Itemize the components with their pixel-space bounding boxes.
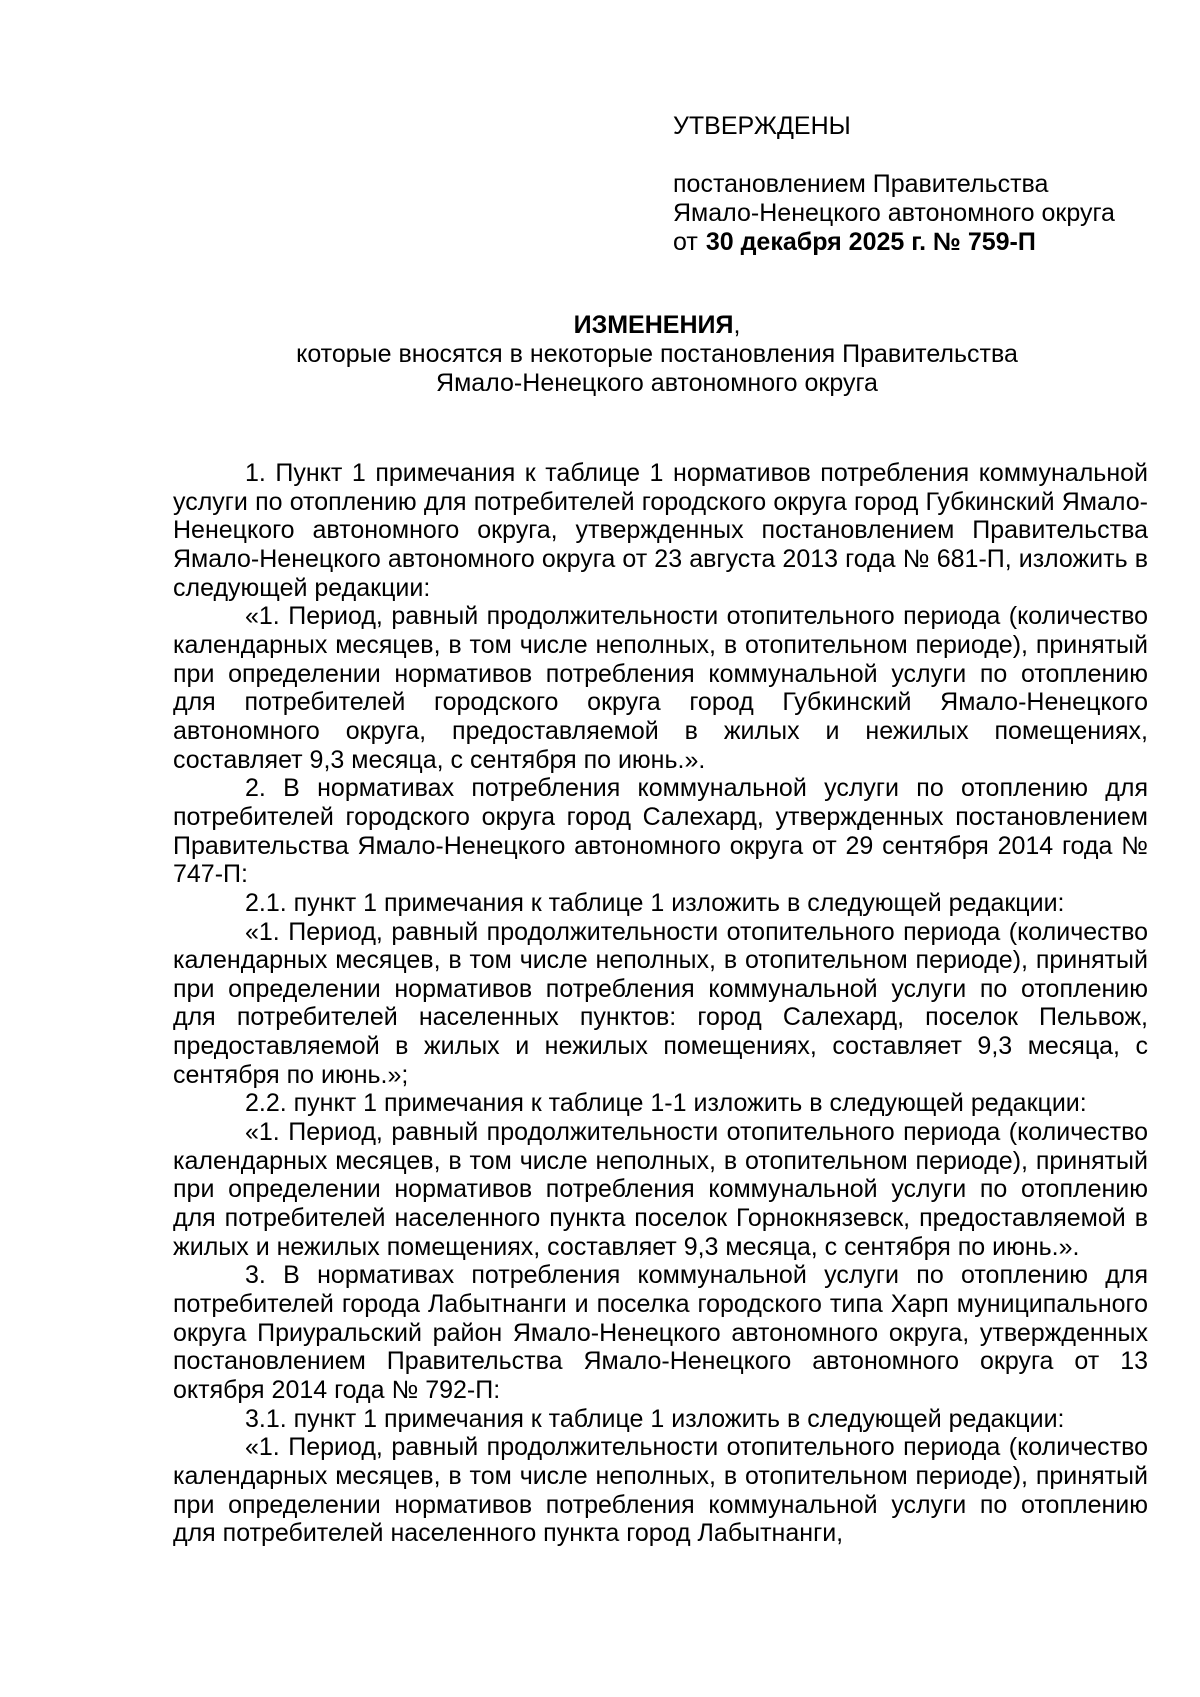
paragraph-2-2-quote: «1. Период, равный продолжительности отопительного периода (количество календарных месяцев, в том числе неполных, в отопительном периоде), принятый при определении нормативов потребления коммунальной услуги по отоплению для потребителей населенного пункта поселок Горнокнязевск, предоставляемой в жилых и нежилых помещениях, составляет 9,3 месяца, с сентября по июнь.».: [173, 1118, 1148, 1261]
document-title: ИЗМЕНЕНИЯ: [573, 311, 734, 339]
paragraph-2-1: 2.1. пункт 1 примечания к таблице 1 изложить в следующей редакции:: [245, 888, 1065, 917]
approval-line-2: Ямало-Ненецкого автономного округа: [673, 199, 1115, 227]
paragraph-3-1: 3.1. пункт 1 примечания к таблице 1 изложить в следующей редакции:: [245, 1404, 1065, 1433]
approval-date-prefix: от: [673, 228, 698, 256]
document-subtitle-line-1: которые вносятся в некоторые постановления Правительства: [296, 340, 1018, 368]
paragraph-1-quote: «1. Период, равный продолжительности отопительного периода (количество календарных месяцев, в том числе неполных, в отопительном периоде), принятый при определении нормативов потребления коммунальной услуги по отоплению для потребителей городского округа город Губкинский Ямало-Ненецкого автономного округа, предоставляемой в жилых и нежилых помещениях, составляет 9,3 месяца, с сентября по июнь.».: [173, 602, 1148, 774]
approval-line-1: постановлением Правительства: [673, 170, 1049, 198]
document-header: [0, 311, 1200, 398]
paragraph-2: 2. В нормативах потребления коммунальной услуги по отоплению для потребителей городского округа город Салехард, утвержденных постановлением Правительства Ямало-Ненецкого автономного округа от 29 сентября 2014 года № 747-П:: [173, 774, 1148, 889]
paragraph-1: 1. Пункт 1 примечания к таблице 1 нормативов потребления коммунальной услуги по отоплению для потребителей городского округа город Губкинский Ямало-Ненецкого автономного округа, утвержденных постановлением Правительства Ямало-Ненецкого автономного округа от 23 августа 2013 года № 681-П, изложить в следующей редакции:: [173, 459, 1148, 602]
paragraph-2-1-quote: «1. Период, равный продолжительности отопительного периода (количество календарных месяцев, в том числе неполных, в отопительном периоде), принятый при определении нормативов потребления коммунальной услуги по отоплению для потребителей населенных пунктов: город Салехард, поселок Пельвож, предоставляемой в жилых и нежилых помещениях, составляет 9,3 месяца, с сентября по июнь.»;: [173, 917, 1148, 1089]
document-body: [173, 459, 1148, 1548]
approval-block: [673, 112, 1173, 257]
approval-date-number: 30 декабря 2025 г. № 759-П: [705, 228, 1036, 256]
document-title-suffix: ,: [733, 311, 741, 339]
paragraph-3-1-quote: «1. Период, равный продолжительности отопительного периода (количество календарных месяцев, в том числе неполных, в отопительном периоде), принятый при определении нормативов потребления коммунальной услуги по отоплению для потребителей населенного пункта город Лабытнанги,: [173, 1433, 1148, 1548]
document-subtitle-line-2: Ямало-Ненецкого автономного округа: [436, 369, 878, 397]
document-title-line: [0, 311, 1200, 340]
paragraph-3: 3. В нормативах потребления коммунальной услуги по отоплению для потребителей города Лабытнанги и поселка городского типа Харп муниципального округа Приуральский район Ямало-Ненецкого автономного округа, утвержденных постановлением Правительства Ямало-Ненецкого автономного округа от 13 октября 2014 года № 792-П:: [173, 1261, 1148, 1404]
approval-date-line: [673, 228, 1173, 257]
approved-title: УТВЕРЖДЕНЫ: [673, 112, 851, 140]
paragraph-2-2: 2.2. пункт 1 примечания к таблице 1-1 изложить в следующей редакции:: [245, 1089, 1087, 1118]
